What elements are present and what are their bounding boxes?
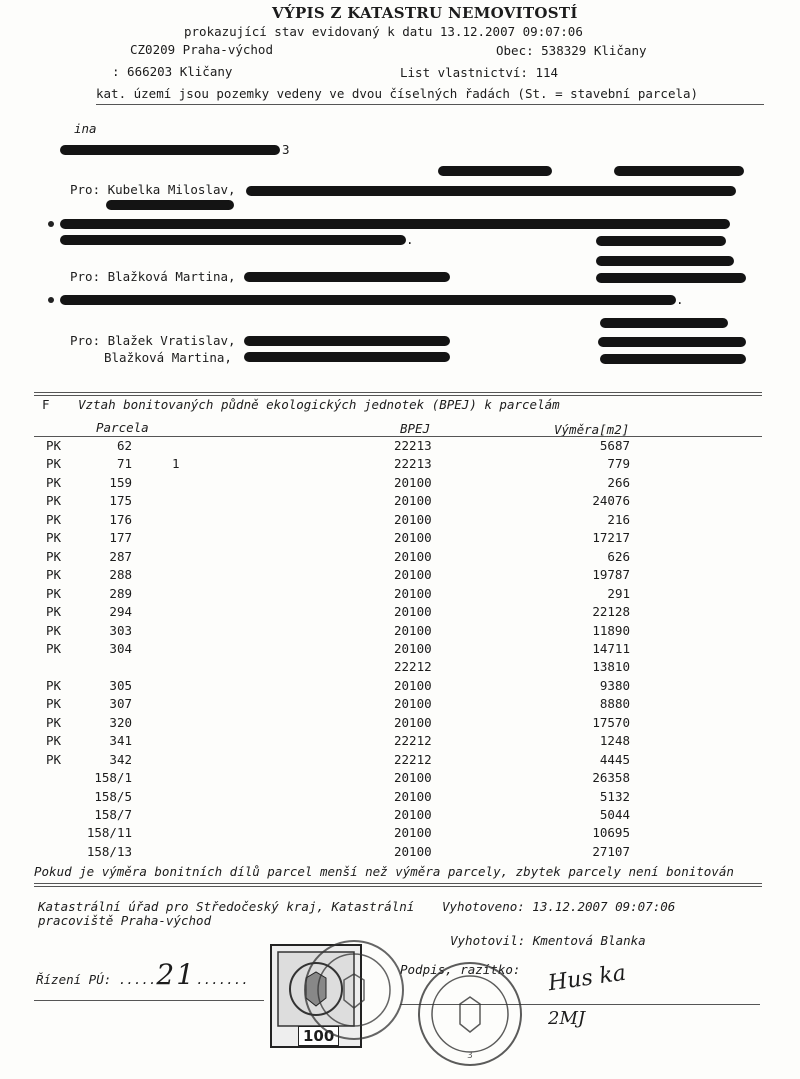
bpej-code: 20100	[394, 696, 432, 712]
section-divider	[34, 392, 762, 396]
rizeni-dots: .......	[196, 972, 249, 987]
owner-line-suffix: 3	[282, 142, 290, 157]
area-value: 22128	[592, 604, 630, 620]
table-row	[0, 604, 800, 622]
parcel-number: 71	[116, 456, 132, 472]
round-seal-icon	[418, 962, 522, 1066]
bpej-code: 20100	[394, 677, 432, 693]
ciselne-rady-note: kat. území jsou pozemky vedeny ve dvou číselných řadách (St. = stavební parcela)	[96, 86, 699, 101]
parcel-number: 177	[109, 530, 132, 546]
revenue-stamp-value: 100	[298, 1026, 339, 1046]
area-value: 9380	[599, 677, 630, 693]
parcel-number: 289	[109, 585, 132, 601]
area-value: 5687	[599, 438, 630, 453]
bpej-code: 20100	[394, 474, 432, 490]
table-row	[0, 659, 800, 677]
bpej-code: 20100	[394, 585, 432, 601]
okres-label: CZ0209 Praha-východ	[130, 42, 273, 57]
redaction-bar	[438, 166, 552, 176]
col-header-vymera: Výměra[m2]	[554, 422, 630, 437]
owner-blazkova-1: Pro: Blažková Martina,	[70, 269, 236, 284]
table-row	[0, 825, 800, 843]
area-value: 24076	[592, 493, 630, 509]
parcel-number: 175	[109, 493, 132, 509]
redaction-bar	[596, 236, 726, 246]
redaction-bar	[596, 256, 734, 266]
parcel-type: PK	[46, 456, 62, 472]
parcel-type: PK	[46, 474, 62, 490]
redaction-bar	[60, 295, 676, 305]
bullet	[48, 221, 54, 227]
owner-blazek: Pro: Blažek Vratislav,	[70, 333, 236, 348]
bpej-code: 20100	[394, 807, 432, 822]
table-row	[0, 456, 800, 474]
table-row	[0, 475, 800, 493]
office-branch: pracoviště Praha-východ	[38, 913, 212, 928]
owners-label: ina	[74, 121, 97, 136]
parcel-number: 294	[109, 604, 132, 620]
area-value: 4445	[599, 751, 630, 767]
parcel-number: 320	[109, 714, 132, 730]
table-row	[0, 789, 800, 807]
header-divider	[96, 104, 764, 105]
table-row	[0, 770, 800, 788]
parcel-number: 158/11	[86, 825, 132, 841]
table-row	[0, 438, 800, 456]
bpej-code: 20100	[394, 770, 432, 786]
bpej-code: 20100	[394, 622, 432, 638]
area-value: 1248	[599, 733, 630, 749]
parcel-number: 158/1	[94, 770, 132, 786]
table-row	[0, 715, 800, 733]
parcel-number: 288	[109, 567, 132, 583]
section-title: Vztah bonitovaných půdně ekologických jednotek (BPEJ) k parcelám	[78, 397, 560, 412]
redaction-bar	[244, 272, 450, 282]
table-footnote: Pokud je výměra bonitních dílů parcel menší než výměra parcely, zbytek parcely není bonitován	[34, 864, 734, 879]
rizeni-label	[36, 958, 249, 991]
parcel-number: 158/5	[94, 788, 132, 804]
area-value: 10695	[592, 825, 630, 841]
redaction-bar	[60, 235, 406, 245]
table-row	[0, 530, 800, 548]
parcel-number: 158/13	[86, 843, 132, 859]
area-value: 13810	[592, 659, 630, 675]
bpej-code: 20100	[394, 567, 432, 583]
bpej-code: 20100	[394, 493, 432, 509]
svg-text:3: 3	[467, 1051, 473, 1061]
obec-label: Obec: 538329 Kličany	[496, 43, 647, 58]
parcel-type: PK	[46, 585, 62, 601]
bpej-code: 22213	[394, 456, 432, 472]
parcel-number: 341	[109, 733, 132, 749]
table-row	[0, 549, 800, 567]
bpej-code: 20100	[394, 511, 432, 527]
area-value: 779	[607, 456, 630, 472]
parcel-number: 304	[109, 640, 132, 656]
table-row	[0, 512, 800, 530]
parcel-part: 1	[172, 456, 180, 472]
document-title: VÝPIS Z KATASTRU NEMOVITOSTÍ	[272, 4, 578, 22]
section-letter: F	[42, 397, 50, 412]
rizeni-prefix: Řízení PÚ: .....	[36, 972, 157, 987]
parcel-number: 305	[109, 677, 132, 693]
bpej-code: 20100	[394, 825, 432, 841]
area-value: 17217	[592, 530, 630, 546]
table-row	[0, 844, 800, 862]
table-header-divider	[34, 436, 762, 437]
parcel-type: PK	[46, 493, 62, 509]
bpej-code: 22212	[394, 659, 432, 675]
table-row	[0, 493, 800, 511]
bpej-code: 20100	[394, 604, 432, 620]
vyhotovil: Vyhotovil: Kmentová Blanka	[450, 933, 646, 948]
area-value: 8880	[599, 696, 630, 712]
parcel-number: 287	[109, 548, 132, 564]
parcel-number: 307	[109, 696, 132, 712]
signature: Hus ka	[546, 960, 628, 997]
parcel-number: 158/7	[94, 807, 132, 822]
table-row	[0, 752, 800, 770]
area-value: 266	[607, 474, 630, 490]
parcel-type: PK	[46, 714, 62, 730]
redaction-bar	[614, 166, 744, 176]
redaction-bar	[60, 219, 730, 229]
parcel-type: PK	[46, 640, 62, 656]
parcel-number: 342	[109, 751, 132, 767]
redaction-bar	[244, 352, 450, 362]
table-row	[0, 623, 800, 641]
col-header-parcela: Parcela	[96, 420, 149, 435]
parcel-type: PK	[46, 622, 62, 638]
round-seal-icon	[304, 940, 404, 1040]
redaction-bar	[60, 145, 280, 155]
table-row	[0, 641, 800, 659]
podpis-razitko-label: Podpis, razítko:	[400, 962, 521, 977]
area-value: 14711	[592, 640, 630, 656]
area-value: 291	[607, 585, 630, 601]
col-header-bpej: BPEJ	[400, 421, 431, 436]
area-value: 11890	[592, 622, 630, 638]
parcel-type: PK	[46, 511, 62, 527]
area-value: 26358	[592, 770, 630, 786]
owner-line-suffix: .	[676, 292, 684, 307]
document-subtitle: prokazující stav evidovaný k datu 13.12.2007 09:07:06	[184, 24, 583, 39]
table-row	[0, 696, 800, 714]
parcel-type: PK	[46, 567, 62, 583]
parcel-type: PK	[46, 733, 62, 749]
redaction-bar	[600, 318, 728, 328]
parcel-type: PK	[46, 677, 62, 693]
table-row	[0, 733, 800, 751]
area-value: 5132	[599, 788, 630, 804]
area-value: 17570	[592, 714, 630, 730]
signature-line	[34, 1000, 264, 1001]
vyhotoveno: Vyhotoveno: 13.12.2007 09:07:06	[442, 899, 676, 914]
parcel-type: PK	[46, 438, 62, 453]
area-value: 27107	[592, 843, 630, 859]
office-name: Katastrální úřad pro Středočeský kraj, Katastrální	[38, 899, 415, 914]
owner-kubelka: Pro: Kubelka Miloslav,	[70, 182, 236, 197]
parcel-number: 62	[116, 438, 132, 453]
redaction-bar	[244, 336, 450, 346]
bpej-code: 20100	[394, 548, 432, 564]
parcel-type: PK	[46, 548, 62, 564]
parcel-number: 303	[109, 622, 132, 638]
redaction-bar	[596, 273, 746, 283]
redaction-bar	[598, 337, 746, 347]
bpej-code: 20100	[394, 788, 432, 804]
redaction-bar	[246, 186, 736, 196]
parcel-type: PK	[46, 530, 62, 546]
area-value: 626	[607, 548, 630, 564]
table-row	[0, 678, 800, 696]
owner-line-suffix: .	[406, 232, 414, 247]
parcel-type: PK	[46, 696, 62, 712]
bpej-code: 20100	[394, 640, 432, 656]
list-vlastnictvi: List vlastnictví: 114	[400, 65, 559, 80]
area-value: 19787	[592, 567, 630, 583]
redaction-bar	[600, 354, 746, 364]
area-value: 5044	[599, 807, 630, 822]
bpej-code: 22213	[394, 438, 432, 453]
bullet	[48, 297, 54, 303]
footnote-divider	[34, 883, 762, 887]
owner-blazkova-2: Blažková Martina,	[104, 350, 232, 365]
bpej-code: 20100	[394, 530, 432, 546]
bpej-code: 22212	[394, 751, 432, 767]
initials: 2MJ	[548, 1008, 586, 1029]
parcel-number: 176	[109, 511, 132, 527]
area-value: 216	[607, 511, 630, 527]
katastralni-uzemi: : 666203 Kličany	[112, 64, 233, 79]
parcel-type: PK	[46, 604, 62, 620]
table-row	[0, 586, 800, 604]
redaction-bar	[106, 200, 234, 210]
bpej-code: 22212	[394, 733, 432, 749]
parcel-type: PK	[46, 751, 62, 767]
table-row	[0, 567, 800, 585]
rizeni-handwritten: 21	[156, 958, 197, 991]
table-row	[0, 807, 800, 825]
bpej-code: 20100	[394, 843, 432, 859]
parcel-number: 159	[109, 474, 132, 490]
bpej-code: 20100	[394, 714, 432, 730]
